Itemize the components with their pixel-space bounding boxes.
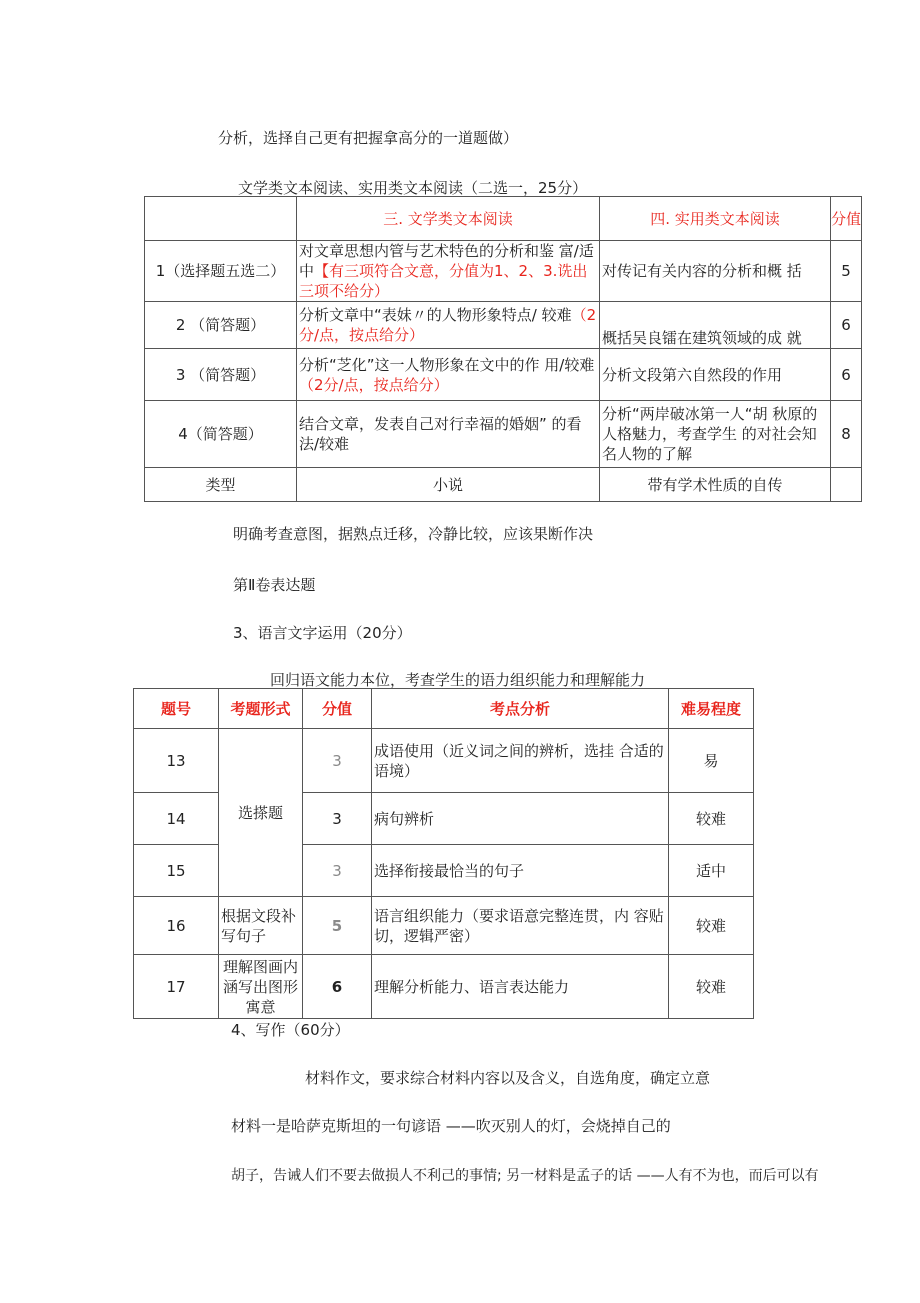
analysis-cell: 语言组织能力（要求语意完整连贯，内 容贴切，逻辑严密） (372, 897, 669, 955)
difficulty-cell: 较难 (669, 897, 754, 955)
table-row (145, 468, 862, 502)
language-table (133, 688, 754, 1019)
table-row (145, 241, 862, 302)
reading-table (144, 196, 862, 502)
writing-line-2: 胡子，告诫人们不要去做损人不利己的事情; 另一材料是孟子的话 ——人有不为也，而后可以有 (231, 1168, 819, 1184)
score-cell: 6 (303, 955, 372, 1019)
literary-cell (297, 241, 600, 302)
table-row (145, 401, 862, 468)
header-practical: 四. 实用类文本阅读 (600, 197, 831, 241)
question-number: 13 (134, 729, 219, 793)
score-cell: 3 (303, 845, 372, 897)
reading-table-header (145, 197, 862, 241)
form-merged-cell: 选搽题 (219, 729, 303, 897)
section3-caption: 回归语文能力本位，考查学生的语力组织能力和理解能力 (270, 671, 646, 689)
score-cell (831, 468, 862, 502)
row-label: 类型 (145, 468, 297, 502)
score-cell: 5 (303, 897, 372, 955)
score-cell: 6 (831, 302, 862, 349)
header-literary: 三. 文学类文本阅读 (297, 197, 600, 241)
table-row (145, 349, 862, 401)
part2-title: 第Ⅱ卷表达题 (233, 576, 316, 594)
row-label: 2 （简答题） (145, 302, 297, 349)
difficulty-cell: 较难 (669, 793, 754, 845)
score-cell: 3 (303, 793, 372, 845)
header-score: 分值 (831, 197, 862, 241)
language-table-header (134, 689, 754, 729)
header-cell-empty (145, 197, 297, 241)
difficulty-cell: 适中 (669, 845, 754, 897)
literary-cell (297, 302, 600, 349)
section3-title: 3、语言文字运用（20分） (233, 624, 412, 642)
row-label: 1（选择题五选二） (145, 241, 297, 302)
reading-caption: 文学类文本阅读、实用类文本阅读（二选一，25分） (238, 179, 588, 197)
difficulty-cell: 易 (669, 729, 754, 793)
writing-line-1: 材料一是哈萨克斯坦的一句谚语 ——吹灭别人的灯，会烧掉自己的 (231, 1117, 671, 1135)
table-row (134, 955, 754, 1019)
form-cell: 理解图画内涵写出图形寓意 (219, 955, 303, 1019)
practical-cell: 分析文段第六自然段的作用 (600, 349, 831, 401)
literary-note: （2分/点，按点给分） (299, 306, 597, 344)
score-cell: 6 (831, 349, 862, 401)
writing-intro: 材料作文，要求综合材料内容以及含义，自选角度，确定立意 (305, 1069, 711, 1087)
header-difficulty: 难易程度 (669, 689, 754, 729)
section4-title: 4、写作（60分） (231, 1021, 350, 1039)
analysis-cell: 病句辨析 (372, 793, 669, 845)
table-row (134, 729, 754, 793)
analysis-cell: 成语使用（近义词之间的辨析，选挂 合适的语境） (372, 729, 669, 793)
header-analysis: 考点分析 (372, 689, 669, 729)
literary-note: 【有三项符合文意，分值为1、2、3.诜出三项不给分） (299, 262, 588, 300)
literary-text: 分析文章中“表妹〃的人物形象特点/ 较难 (299, 306, 572, 324)
header-score: 分值 (303, 689, 372, 729)
question-number: 17 (134, 955, 219, 1019)
literary-cell (297, 401, 600, 468)
table-row (145, 302, 862, 349)
difficulty-cell: 较难 (669, 955, 754, 1019)
question-number: 16 (134, 897, 219, 955)
header-number: 题号 (134, 689, 219, 729)
score-cell: 5 (831, 241, 862, 302)
analysis-cell: 选择衔接最恰当的句子 (372, 845, 669, 897)
row-label: 3 （简答题） (145, 349, 297, 401)
advice-text: 明确考查意图，据熟点迁移，冷静比较，应该果断作决 (233, 525, 594, 543)
analysis-cell: 理解分析能力、语言表达能力 (372, 955, 669, 1019)
score-cell: 8 (831, 401, 862, 468)
table-row (134, 897, 754, 955)
form-cell: 根据文段补写句子 (219, 897, 303, 955)
literary-text: 分析“芝化”这一人物形象在文中的作 用/较难 (299, 355, 595, 374)
literary-cell: 小说 (297, 468, 600, 502)
question-number: 14 (134, 793, 219, 845)
literary-text: 对文章思想内管与艺术特色的分析和鉴 富/适中 (299, 242, 594, 280)
question-number: 15 (134, 845, 219, 897)
practical-cell: 分析“两岸破冰第一人“胡 秋原的人格魅力，考查学生 的对社会知名人物的了解 (600, 401, 831, 468)
literary-text: 结合文章，发表自己对行幸福的婚姻” 的看法/较难 (299, 415, 582, 453)
literary-cell (297, 349, 600, 401)
row-label: 4（简答题） (145, 401, 297, 468)
header-form: 考题形式 (219, 689, 303, 729)
intro-text: 分析，选择自己更有把握拿高分的一道题做） (218, 129, 519, 147)
practical-cell: 概括吴良镭在建筑领域的成 就 (600, 302, 831, 349)
literary-note: （2分/点，按点给分） (299, 375, 449, 394)
practical-cell: 对传记有关内容的分析和概 括 (600, 241, 831, 302)
score-cell: 3 (303, 729, 372, 793)
practical-cell: 带有学术性质的自传 (600, 468, 831, 502)
